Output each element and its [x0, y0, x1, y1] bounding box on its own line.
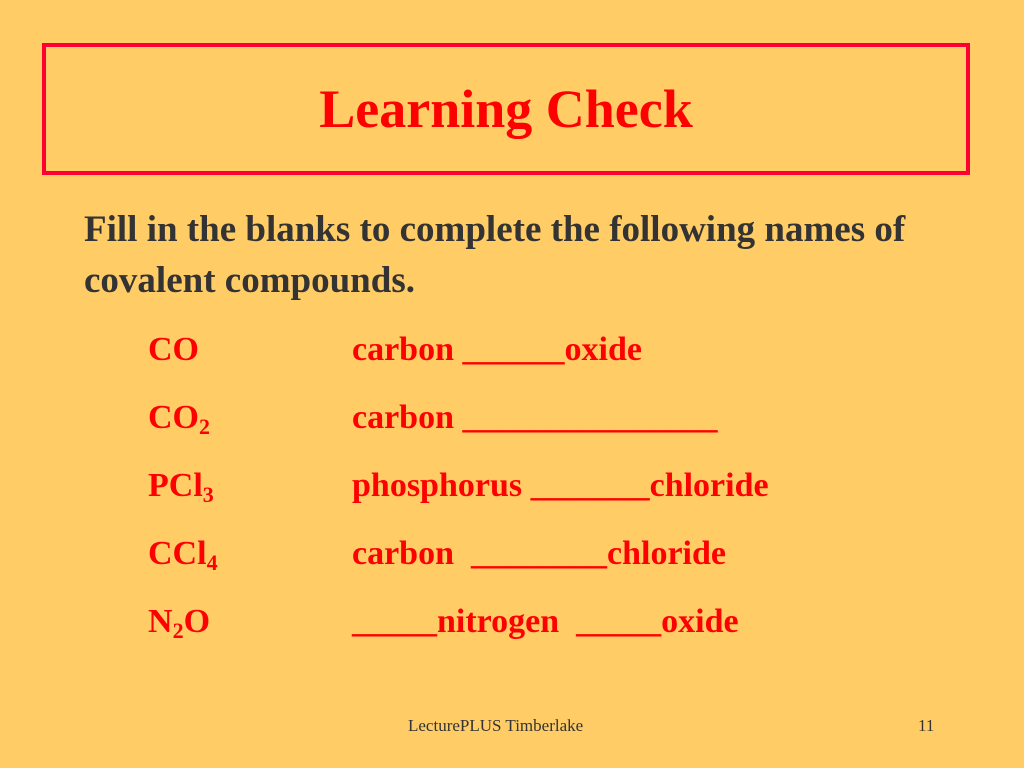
formula-subscript: 4	[206, 550, 218, 575]
title-box	[42, 43, 970, 175]
slide-title: Learning Check	[319, 79, 693, 139]
footer-source: LecturePLUS Timberlake	[408, 716, 584, 735]
compound-name: _____nitrogen _____oxide	[352, 603, 739, 640]
compound-row	[148, 462, 968, 530]
formula-part: O	[183, 603, 211, 640]
page-number: 11	[918, 716, 935, 735]
compound-formula	[148, 326, 199, 374]
formula-part: CO	[148, 399, 199, 436]
formula-part: PCl	[148, 467, 203, 504]
compound-name: carbon ________chloride	[352, 535, 726, 572]
instructions-text: Fill in the blanks to complete the following names of covalent compounds.	[84, 209, 906, 301]
formula-part: N	[148, 603, 173, 640]
compound-row	[148, 394, 968, 462]
formula-subscript: 2	[172, 618, 184, 643]
compound-name: carbon ______oxide	[352, 331, 642, 368]
compound-name: phosphorus _______chloride	[352, 467, 769, 504]
compound-formula	[148, 462, 214, 510]
compound-row	[148, 530, 968, 598]
compound-list	[148, 326, 968, 666]
compound-formula	[148, 530, 218, 578]
formula-part: CO	[148, 331, 199, 368]
compound-formula	[148, 394, 210, 442]
formula-subscript: 3	[202, 482, 214, 507]
formula-subscript: 2	[199, 414, 210, 439]
formula-part: CCl	[148, 535, 207, 572]
compound-formula	[148, 598, 210, 646]
compound-name: carbon _______________	[352, 399, 718, 436]
compound-row	[148, 598, 968, 666]
compound-row	[148, 326, 968, 394]
